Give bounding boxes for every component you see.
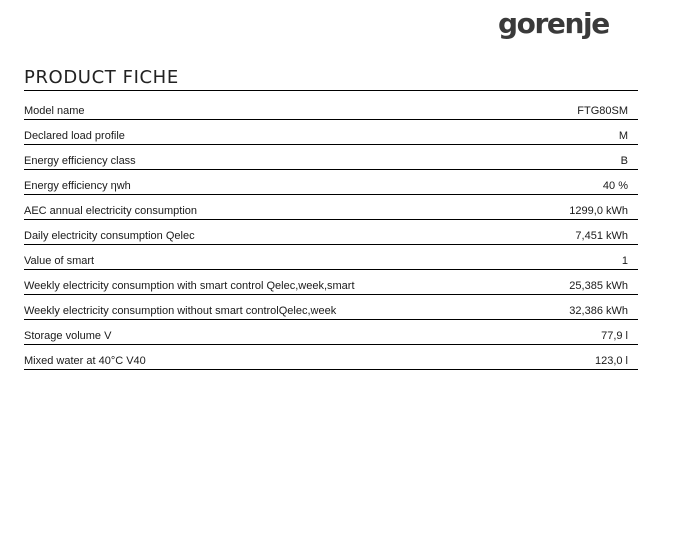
row-label: Energy efficiency class [24, 155, 136, 167]
page-title: PRODUCT FICHE [24, 67, 179, 88]
row-label: Value of smart [24, 255, 95, 267]
row-value: 32,386 kWh [569, 305, 628, 317]
row-label: Declared load profile [24, 130, 125, 142]
row-label: Weekly electricity consumption with smart control Qelec,week,smart [24, 280, 355, 292]
row-value: B [620, 155, 628, 167]
row-label: Storage volume V [24, 330, 112, 342]
row-value: 1299,0 kWh [569, 205, 628, 217]
row-label: Daily electricity consumption Qelec [24, 230, 195, 242]
row-value: 77,9 l [601, 330, 628, 342]
row-mixed-water [24, 345, 638, 370]
row-label: Weekly electricity consumption without smart controlQelec,week [24, 305, 337, 317]
row-storage-volume [24, 320, 638, 345]
row-energy-efficiency [24, 170, 638, 195]
title-divider [24, 90, 638, 91]
row-value: 7,451 kWh [575, 230, 628, 242]
row-value: 40 % [602, 180, 628, 192]
row-value: FTG80SM [577, 105, 628, 117]
row-value-of-smart [24, 245, 638, 270]
gorenje-logo: gorenje [498, 7, 609, 40]
product-fiche-table [24, 95, 638, 370]
row-value: 123,0 l [594, 355, 628, 367]
row-label: Model name [24, 105, 85, 117]
row-model-name [24, 95, 638, 120]
row-energy-efficiency-class [24, 145, 638, 170]
row-label: Mixed water at 40°C V40 [24, 355, 146, 367]
row-value: M [618, 130, 628, 142]
row-value: 25,385 kWh [569, 280, 628, 292]
row-declared-load-profile [24, 120, 638, 145]
row-label: AEC annual electricity consumption [24, 205, 198, 217]
row-aec-annual-consumption [24, 195, 638, 220]
row-weekly-consumption-no-smart [24, 295, 638, 320]
row-weekly-consumption-smart [24, 270, 638, 295]
row-label: Energy efficiency ηwh [24, 180, 131, 192]
row-daily-consumption [24, 220, 638, 245]
row-value: 1 [621, 255, 628, 267]
